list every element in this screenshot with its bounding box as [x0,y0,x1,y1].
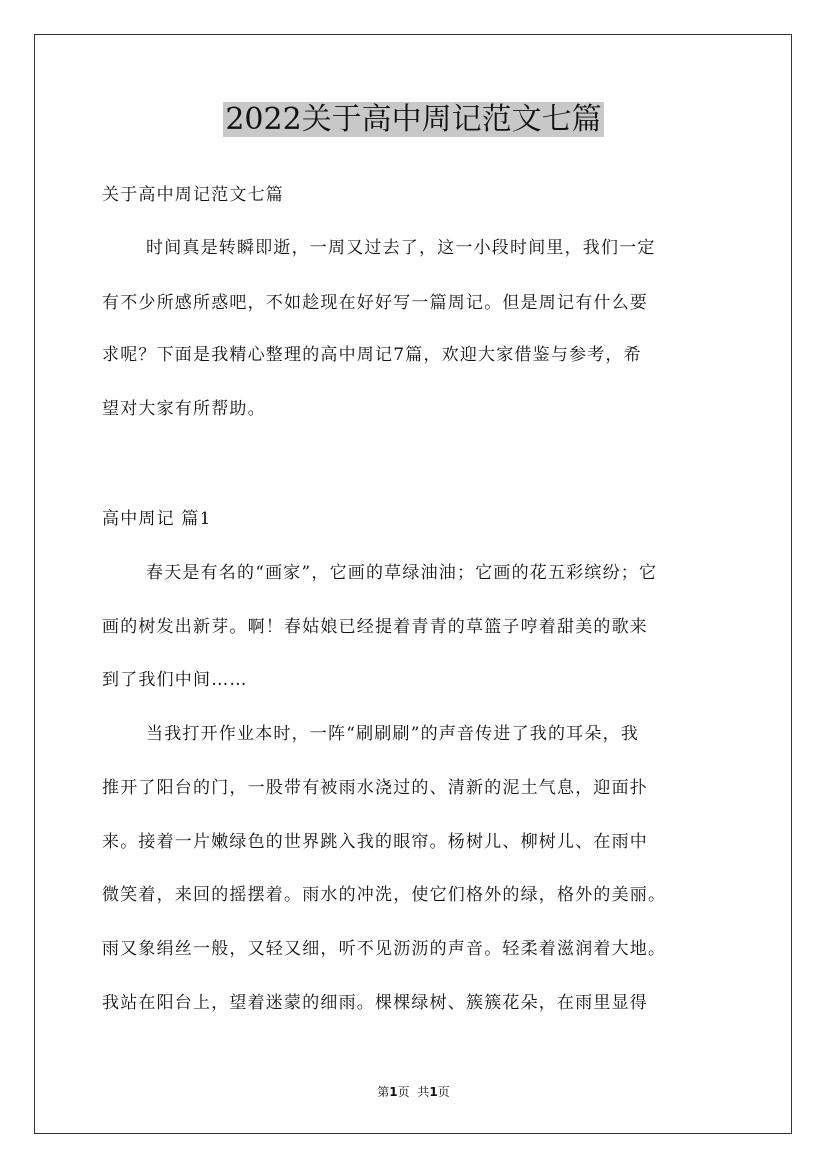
total-pages: 1 [429,1085,438,1099]
document-title [0,98,827,142]
paragraph-line: 画的树发出新芽。啊！春姑娘已经提着青青的草篮子哼着甜美的歌来 [102,617,648,637]
paragraph-line: 雨又象绢丝一般，又轻又细，听不见沥沥的声音。轻柔着滋润着大地。 [102,939,667,959]
page-prefix: 第 [377,1085,390,1099]
section-heading: 高中周记 篇1 [102,509,212,529]
page-suffix: 页 [397,1085,410,1099]
subtitle: 关于高中周记范文七篇 [102,185,284,205]
paragraph-line: 来。接着一片嫩绿色的世界跳入我的眼帘。杨树儿、柳树儿、在雨中 [102,832,648,852]
paragraph-line: 当我打开作业本时，一阵“刷刷刷”的声音传进了我的耳朵，我 [146,724,639,744]
paragraph-line: 推开了阳台的门，一股带有被雨水浇过的、清新的泥土气息，迎面扑 [102,778,648,798]
paragraph-line: 我站在阳台上，望着迷蒙的细雨。棵棵绿树、簇簇花朵，在雨里显得 [102,993,648,1013]
intro-line: 求呢？下面是我精心整理的高中周记7篇，欢迎大家借鉴与参考，希 [102,345,642,365]
page-footer [0,1084,827,1100]
intro-line: 时间真是转瞬即逝，一周又过去了，这一小段时间里，我们一定 [146,238,656,258]
intro-line: 有不少所感所惑吧，不如趁现在好好写一篇周记。但是周记有什么要 [102,293,648,313]
total-suffix: 页 [437,1085,450,1099]
page-number: 1 [389,1085,398,1099]
intro-line: 望对大家有所帮助。 [102,399,266,419]
paragraph-line: 微笑着，来回的摇摆着。雨水的冲洗，使它们格外的绿，格外的美丽。 [102,885,667,905]
total-prefix: 共 [417,1085,430,1099]
paragraph-line: 春天是有名的“画家”，它画的草绿油油；它画的花五彩缤纷；它 [146,563,658,583]
paragraph-line: 到了我们中间…… [102,670,248,690]
document-title-text: 2022关于高中周记范文七篇 [225,102,602,137]
